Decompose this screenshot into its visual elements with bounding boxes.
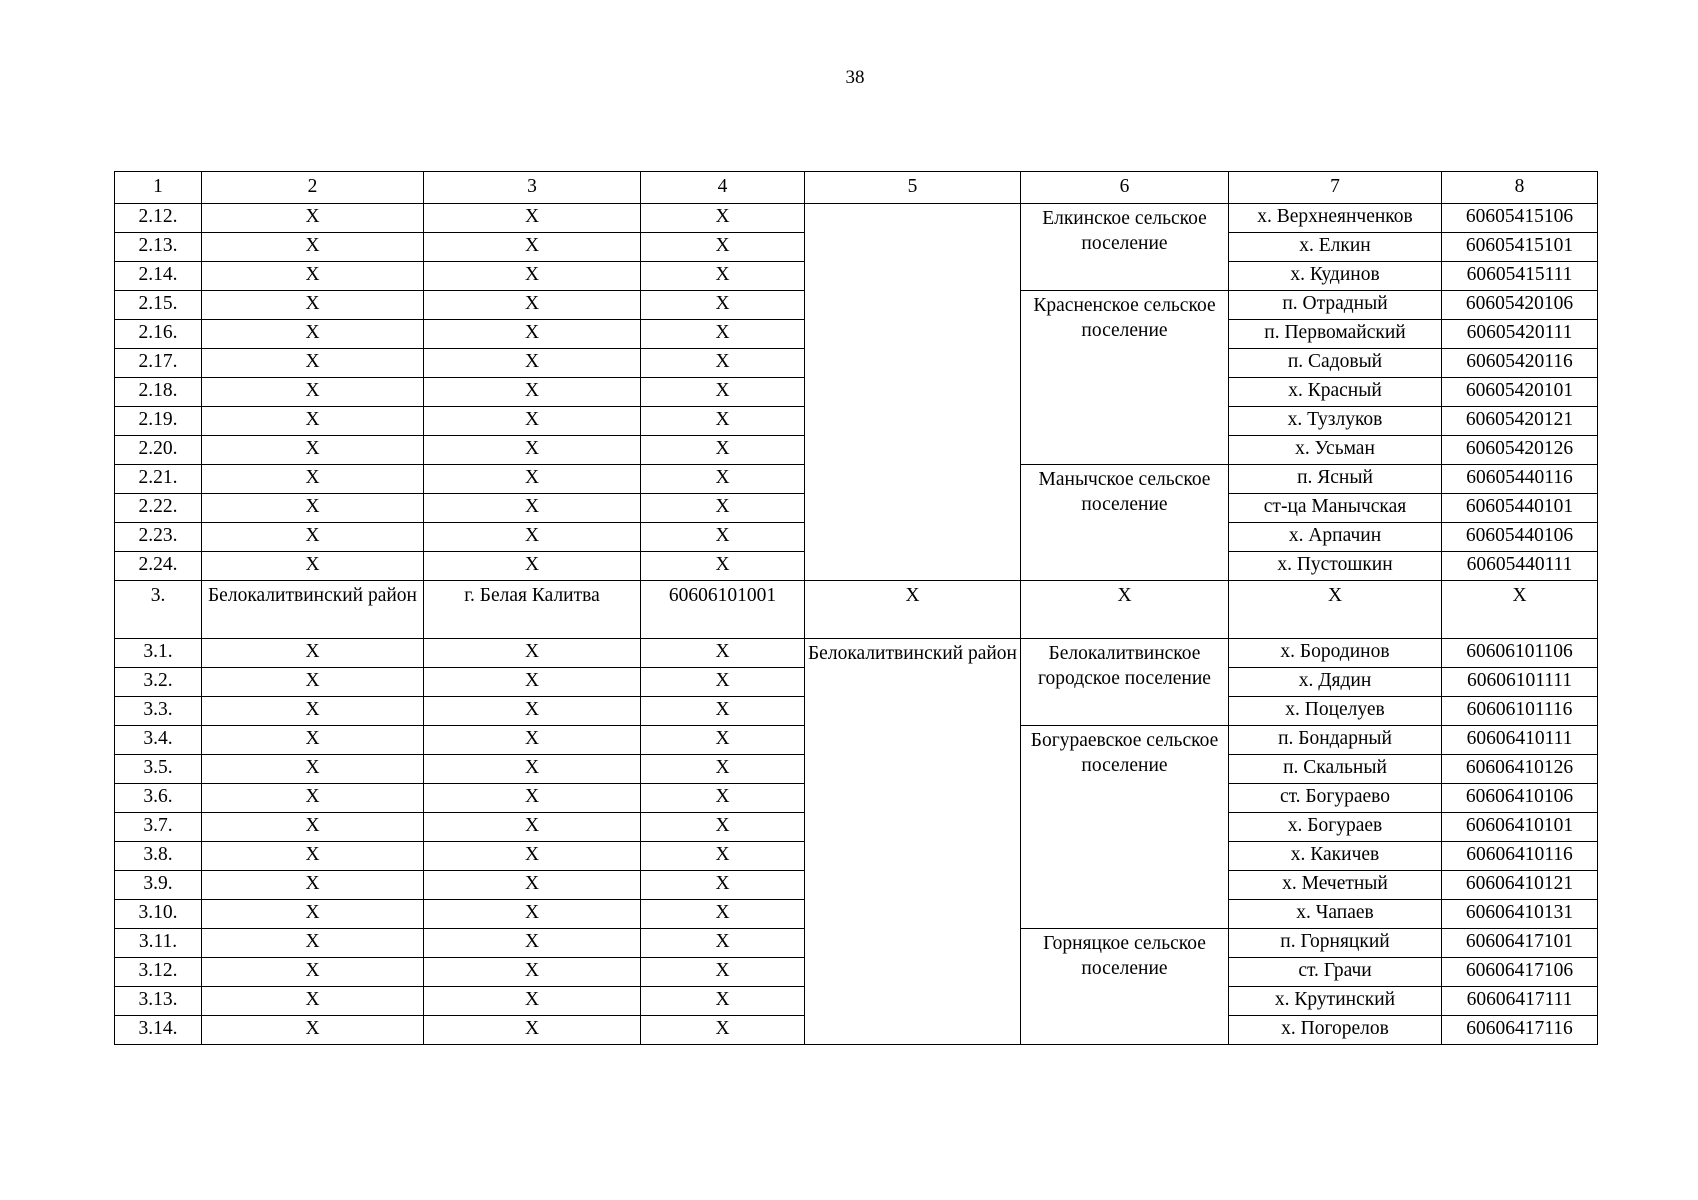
- cell-settlement: Богураевское сельское поселение: [1021, 726, 1229, 929]
- cell-locality: Х: [1229, 581, 1442, 639]
- cell-oktmo: Х: [641, 349, 805, 378]
- cell-district: Х: [202, 871, 424, 900]
- cell-oktmo: Х: [641, 552, 805, 581]
- row-number: 3.9.: [115, 871, 202, 900]
- cell-center: Х: [424, 233, 641, 262]
- cell-center: Х: [424, 378, 641, 407]
- cell-locality-code: 60606417116: [1442, 1016, 1598, 1045]
- cell-center: Х: [424, 813, 641, 842]
- cell-locality-code: 60605420116: [1442, 349, 1598, 378]
- cell-district: Х: [202, 552, 424, 581]
- cell-center: Х: [424, 900, 641, 929]
- cell-locality: х. Пустошкин: [1229, 552, 1442, 581]
- table-body: [115, 172, 1598, 1045]
- row-number: 3.7.: [115, 813, 202, 842]
- row-number: 3.10.: [115, 900, 202, 929]
- cell-settlement: Х: [1021, 581, 1229, 639]
- cell-oktmo: Х: [641, 465, 805, 494]
- row-number: 3.1.: [115, 639, 202, 668]
- cell-center: Х: [424, 958, 641, 987]
- cell-district: Х: [202, 987, 424, 1016]
- cell-locality-code: 60605415101: [1442, 233, 1598, 262]
- cell-oktmo: Х: [641, 958, 805, 987]
- cell-oktmo: Х: [641, 378, 805, 407]
- cell-center: Х: [424, 697, 641, 726]
- cell-oktmo: Х: [641, 871, 805, 900]
- cell-locality-code: 60605440106: [1442, 523, 1598, 552]
- cell-locality-code: 60606417106: [1442, 958, 1598, 987]
- cell-locality: х. Кудинов: [1229, 262, 1442, 291]
- column-header: 3: [424, 172, 641, 204]
- cell-oktmo: Х: [641, 784, 805, 813]
- row-number: 2.16.: [115, 320, 202, 349]
- column-header: 6: [1021, 172, 1229, 204]
- cell-oktmo: Х: [641, 842, 805, 871]
- cell-center: Х: [424, 204, 641, 233]
- cell-locality: п. Бондарный: [1229, 726, 1442, 755]
- cell-district: Х: [202, 204, 424, 233]
- cell-district: Х: [202, 842, 424, 871]
- cell-district: Х: [202, 668, 424, 697]
- cell-district: Х: [202, 378, 424, 407]
- cell-oktmo: Х: [641, 407, 805, 436]
- cell-oktmo: Х: [641, 291, 805, 320]
- cell-settlement: Горняцкое сельское поселение: [1021, 929, 1229, 1045]
- cell-center: Х: [424, 784, 641, 813]
- cell-oktmo: Х: [641, 755, 805, 784]
- cell-district: Х: [202, 784, 424, 813]
- row-number: 2.15.: [115, 291, 202, 320]
- cell-district: Белокалитвинский район: [202, 581, 424, 639]
- cell-oktmo: Х: [641, 1016, 805, 1045]
- cell-district-name: [805, 204, 1021, 581]
- cell-locality-code: 60606410121: [1442, 871, 1598, 900]
- column-header: 7: [1229, 172, 1442, 204]
- cell-district: Х: [202, 726, 424, 755]
- cell-center: Х: [424, 871, 641, 900]
- cell-oktmo: Х: [641, 523, 805, 552]
- cell-oktmo: Х: [641, 436, 805, 465]
- cell-locality-code: 60606410101: [1442, 813, 1598, 842]
- row-number: 2.14.: [115, 262, 202, 291]
- cell-locality-code: 60605440101: [1442, 494, 1598, 523]
- cell-center: Х: [424, 407, 641, 436]
- cell-district: Х: [202, 291, 424, 320]
- cell-locality: х. Бородинов: [1229, 639, 1442, 668]
- cell-locality: п. Отрадный: [1229, 291, 1442, 320]
- cell-oktmo: Х: [641, 929, 805, 958]
- cell-oktmo: Х: [641, 900, 805, 929]
- row-number: 2.24.: [115, 552, 202, 581]
- row-number: 3.2.: [115, 668, 202, 697]
- cell-district: Х: [202, 813, 424, 842]
- cell-center: Х: [424, 668, 641, 697]
- cell-locality: ст. Грачи: [1229, 958, 1442, 987]
- row-number: 3.4.: [115, 726, 202, 755]
- cell-center: Х: [424, 465, 641, 494]
- cell-locality-code: 60606410106: [1442, 784, 1598, 813]
- cell-center: Х: [424, 639, 641, 668]
- row-number: 3.12.: [115, 958, 202, 987]
- cell-settlement: Белокалитвинское городское поселение: [1021, 639, 1229, 726]
- row-number: 2.18.: [115, 378, 202, 407]
- row-number: 3.3.: [115, 697, 202, 726]
- cell-locality: х. Тузлуков: [1229, 407, 1442, 436]
- table-row: [115, 639, 1598, 668]
- cell-center: Х: [424, 523, 641, 552]
- cell-district: Х: [202, 929, 424, 958]
- cell-locality-code: 60605420111: [1442, 320, 1598, 349]
- row-number: 2.22.: [115, 494, 202, 523]
- cell-district: Х: [202, 900, 424, 929]
- row-number: 2.17.: [115, 349, 202, 378]
- cell-oktmo: Х: [641, 987, 805, 1016]
- cell-settlement: Красненское сельское поселение: [1021, 291, 1229, 465]
- cell-locality: х. Верхнеянченков: [1229, 204, 1442, 233]
- cell-center: Х: [424, 552, 641, 581]
- row-number: 3.: [115, 581, 202, 639]
- cell-center: Х: [424, 929, 641, 958]
- page-number: 38: [845, 67, 865, 88]
- cell-locality: п. Садовый: [1229, 349, 1442, 378]
- cell-district: Х: [202, 320, 424, 349]
- cell-center: Х: [424, 349, 641, 378]
- cell-district: Х: [202, 639, 424, 668]
- cell-center: Х: [424, 320, 641, 349]
- cell-locality-code: 60605415111: [1442, 262, 1598, 291]
- cell-oktmo: Х: [641, 233, 805, 262]
- cell-locality: х. Елкин: [1229, 233, 1442, 262]
- cell-locality-code: 60606410131: [1442, 900, 1598, 929]
- cell-locality: п. Скальный: [1229, 755, 1442, 784]
- cell-locality: п. Первомайский: [1229, 320, 1442, 349]
- cell-center: Х: [424, 755, 641, 784]
- column-header: 4: [641, 172, 805, 204]
- cell-district: Х: [202, 262, 424, 291]
- cell-center: Х: [424, 842, 641, 871]
- cell-locality-code: 60606410116: [1442, 842, 1598, 871]
- cell-district: Х: [202, 349, 424, 378]
- cell-district: Х: [202, 1016, 424, 1045]
- row-number: 2.20.: [115, 436, 202, 465]
- cell-district: Х: [202, 958, 424, 987]
- cell-oktmo: 60606101001: [641, 581, 805, 639]
- cell-locality: п. Ясный: [1229, 465, 1442, 494]
- cell-locality: х. Дядин: [1229, 668, 1442, 697]
- row-number: 2.19.: [115, 407, 202, 436]
- row-number: 3.13.: [115, 987, 202, 1016]
- cell-center: Х: [424, 262, 641, 291]
- cell-locality-code: 60606410126: [1442, 755, 1598, 784]
- cell-locality-code: 60605420126: [1442, 436, 1598, 465]
- cell-locality-code: 60605415106: [1442, 204, 1598, 233]
- cell-district-name: Х: [805, 581, 1021, 639]
- cell-locality: ст. Богураево: [1229, 784, 1442, 813]
- row-number: 2.12.: [115, 204, 202, 233]
- cell-locality-code: 60606101111: [1442, 668, 1598, 697]
- cell-district: Х: [202, 523, 424, 552]
- cell-locality: х. Арпачин: [1229, 523, 1442, 552]
- cell-district: Х: [202, 436, 424, 465]
- column-header: 1: [115, 172, 202, 204]
- cell-center: г. Белая Калитва: [424, 581, 641, 639]
- cell-oktmo: Х: [641, 639, 805, 668]
- cell-oktmo: Х: [641, 262, 805, 291]
- cell-district: Х: [202, 755, 424, 784]
- column-header: 8: [1442, 172, 1598, 204]
- cell-locality-code: 60606101116: [1442, 697, 1598, 726]
- cell-center: Х: [424, 1016, 641, 1045]
- table-row: [115, 204, 1598, 233]
- row-number: 3.6.: [115, 784, 202, 813]
- cell-settlement: Манычское сельское поселение: [1021, 465, 1229, 581]
- cell-center: Х: [424, 726, 641, 755]
- row-number: 2.21.: [115, 465, 202, 494]
- cell-district-name: Белокалитвинский район: [805, 639, 1021, 1045]
- cell-locality: х. Красный: [1229, 378, 1442, 407]
- cell-locality-code: 60606101106: [1442, 639, 1598, 668]
- cell-locality-code: 60606417111: [1442, 987, 1598, 1016]
- cell-settlement: Елкинское сельское поселение: [1021, 204, 1229, 291]
- cell-center: Х: [424, 987, 641, 1016]
- cell-locality-code: Х: [1442, 581, 1598, 639]
- cell-locality: х. Погорелов: [1229, 1016, 1442, 1045]
- row-number: 3.8.: [115, 842, 202, 871]
- cell-locality: х. Какичев: [1229, 842, 1442, 871]
- cell-oktmo: Х: [641, 726, 805, 755]
- cell-locality-code: 60605420106: [1442, 291, 1598, 320]
- row-number: 3.11.: [115, 929, 202, 958]
- row-number: 3.14.: [115, 1016, 202, 1045]
- cell-locality-code: 60605440111: [1442, 552, 1598, 581]
- cell-center: Х: [424, 436, 641, 465]
- cell-locality: ст-ца Манычская: [1229, 494, 1442, 523]
- cell-locality: п. Горняцкий: [1229, 929, 1442, 958]
- cell-locality-code: 60605420121: [1442, 407, 1598, 436]
- cell-locality-code: 60606417101: [1442, 929, 1598, 958]
- cell-district: Х: [202, 407, 424, 436]
- cell-oktmo: Х: [641, 697, 805, 726]
- cell-locality: х. Крутинский: [1229, 987, 1442, 1016]
- settlements-table: [114, 171, 1598, 1045]
- cell-oktmo: Х: [641, 494, 805, 523]
- cell-locality: х. Чапаев: [1229, 900, 1442, 929]
- cell-locality-code: 60605420101: [1442, 378, 1598, 407]
- row-number: 2.23.: [115, 523, 202, 552]
- cell-oktmo: Х: [641, 668, 805, 697]
- column-header: 5: [805, 172, 1021, 204]
- cell-district: Х: [202, 494, 424, 523]
- cell-locality-code: 60605440116: [1442, 465, 1598, 494]
- cell-locality: х. Усьман: [1229, 436, 1442, 465]
- cell-oktmo: Х: [641, 813, 805, 842]
- cell-district: Х: [202, 465, 424, 494]
- cell-locality-code: 60606410111: [1442, 726, 1598, 755]
- row-number: 2.13.: [115, 233, 202, 262]
- table-row-district: [115, 581, 1598, 639]
- cell-oktmo: Х: [641, 320, 805, 349]
- cell-district: Х: [202, 697, 424, 726]
- header-row: [115, 172, 1598, 204]
- cell-locality: х. Богураев: [1229, 813, 1442, 842]
- cell-district: Х: [202, 233, 424, 262]
- cell-center: Х: [424, 291, 641, 320]
- cell-center: Х: [424, 494, 641, 523]
- column-header: 2: [202, 172, 424, 204]
- cell-oktmo: Х: [641, 204, 805, 233]
- row-number: 3.5.: [115, 755, 202, 784]
- cell-locality: х. Мечетный: [1229, 871, 1442, 900]
- cell-locality: х. Поцелуев: [1229, 697, 1442, 726]
